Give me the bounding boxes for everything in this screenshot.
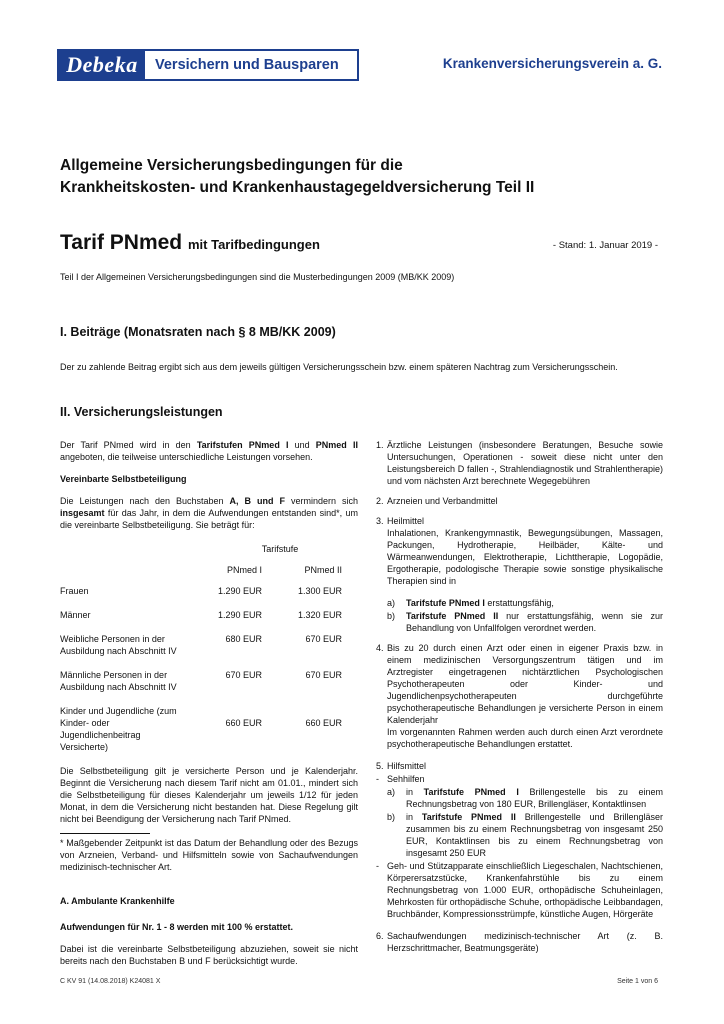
heading-ambulante-krankenhilfe: A. Ambulante Krankenhilfe — [60, 896, 175, 906]
sub-list-mark: b) — [387, 611, 396, 621]
text-bold: Tarifstufe PNmed I — [406, 598, 485, 608]
table-row — [60, 669, 358, 693]
sub-list-item — [387, 786, 663, 810]
row-label: Frauen — [60, 586, 89, 596]
row-value: 1.300 EUR — [297, 586, 342, 596]
text: in — [406, 787, 424, 797]
dash-mark: - — [376, 861, 379, 871]
list-item — [376, 930, 663, 954]
dash-text: Geh- und Stützapparate einschließlich Liegeschalen, Nachtschienen, Körperersatzstücke, Krankenfahrstühle bis zu einem Rechnungsbetrag von 1.000 EUR, orthopädische Schuheinlagen, Mehrkosten für orthopädische Schuhe, orthopädische Leibbandagen, Bruchbänder, Kompressionsstrümpfe, künstliche Augen, Hörgeräte — [387, 861, 663, 919]
text: in — [406, 812, 422, 822]
list-text: Arzneien und Verbandmittel — [387, 496, 498, 506]
text-bold: Tarifstufen PNmed I — [196, 440, 289, 450]
left-column — [60, 439, 358, 967]
table-group-header: Tarifstufe — [261, 544, 299, 554]
sub-list-item — [387, 610, 663, 634]
row-value: 680 EUR — [225, 634, 262, 644]
list-number: 1. — [376, 440, 384, 450]
sub-list-mark: a) — [387, 787, 396, 797]
document-title-line-1: Allgemeine Versicherungsbedingungen für die — [60, 157, 403, 174]
list-number: 3. — [376, 516, 384, 526]
row-value: 670 EUR — [225, 670, 262, 680]
footer-doc-code: C KV 91 (14.08.2018) K24081 X — [60, 978, 161, 985]
list-text: Sachaufwendungen medizinisch-technischer Art (z. B. Herzschrittmacher, Beatmungsgeräte) — [387, 931, 663, 953]
row-value: 660 EUR — [225, 718, 262, 728]
document-title-line-2: Krankheitskosten- und Krankenhaustagegeldversicherung Teil II — [60, 179, 535, 196]
footnote: * Maßgebender Zeitpunkt ist das Datum der Behandlung oder des Bezugs von Arzneien, Verband- und Hilfsmitteln sowie von Sachaufwendungen medizinisch-technischer Art. — [60, 838, 358, 872]
selbstbeteiligung-heading: Vereinbarte Selbstbeteiligung — [60, 474, 187, 484]
stand-date: - Stand: 1. Januar 2019 - — [552, 240, 658, 251]
beitraege-text: Der zu zahlende Beitrag ergibt sich aus dem jeweils gültigen Versicherungsschein bzw. einem späteren Nachtrag zum Versicherungsschein. — [60, 362, 618, 372]
text: Die Leistungen nach den Buchstaben — [60, 496, 230, 506]
row-value: 1.290 EUR — [217, 586, 262, 596]
sub-list-mark: a) — [387, 598, 396, 608]
list-title: Heilmittel — [387, 516, 425, 526]
tarif-name: Tarif PNmed — [60, 231, 183, 254]
row-label: Männer — [60, 610, 91, 620]
list-item — [376, 760, 663, 772]
row-value: 1.320 EUR — [297, 610, 342, 620]
row-label: Männliche Personen in der Ausbildung nach Abschnitt IV — [60, 670, 177, 692]
list-item — [376, 439, 663, 487]
right-column — [376, 439, 663, 954]
logo — [57, 49, 359, 81]
sub-list-text — [406, 610, 663, 634]
text: Brillengestelle bis zu einem Rechnungsbetrag von 180 EUR, Brillengläser, Kontaktlinsen — [406, 787, 663, 809]
footnote-divider — [60, 833, 150, 834]
list-text: Im vorgenannten Rahmen werden auch durch einen Arzt verordnete psychotherapeutische Behandlungen erstattet. — [387, 727, 663, 749]
text: für das Jahr, in dem die Aufwendungen entstanden sind*, um die vereinbarte Selbstbeteiligung. Sie beträgt für: — [60, 508, 358, 530]
table-row — [60, 585, 358, 597]
paragraph-selbstbeteiligung-abzug: Dabei ist die vereinbarte Selbstbeteiligung abzuziehen, soweit sie nicht bereits nach den Buchstaben B und F berücksichtigt wurde. — [60, 944, 358, 966]
text: Der Tarif PNmed wird in den — [60, 440, 197, 450]
row-value: 660 EUR — [305, 718, 342, 728]
logo-tagline: Versichern und Bausparen — [155, 57, 339, 73]
sub-list-item — [387, 597, 663, 609]
text-bold: PNmed II — [315, 440, 358, 450]
text-bold: A, B und F — [229, 496, 285, 506]
text: nur erstattungsfähig, wenn sie zur Behandlung von Unfallfolgen verordnet werden. — [406, 611, 663, 633]
text: angeboten, die teilweise unterschiedliche Leistungen vorsehen. — [60, 452, 313, 462]
list-text: Bis zu 20 durch einen Arzt oder einen in eigener Praxis bzw. in einem medizinischen Versorgungszentrum tätigen und im Arztregister eingetragenen nichtärztlichen Psychologischen Psychotherapeuten oder Kinder- und Jugendlichenpsychotherapeuten durchgeführte psychotherapeutische Behandlungen je versicherte Person in einem Kalenderjahr — [387, 643, 663, 725]
dash-item — [376, 773, 663, 859]
list-title: Hilfsmittel — [387, 761, 427, 771]
table-row — [60, 705, 358, 753]
table-col-header: PNmed II — [304, 565, 342, 575]
table-row — [60, 609, 358, 621]
dash-item — [376, 860, 663, 920]
dash-mark: - — [376, 774, 379, 784]
text-bold: Tarifstufe PNmed II — [421, 812, 516, 822]
paragraph-kalenderjahr: Die Selbstbeteiligung gilt je versicherte Person und je Kalenderjahr. Beginnt die Versicherung nach diesem Tarif nicht am 01.01., mindert sich die Selbstbeteiligung für dieses Kalenderjahr um jeweils 1/12 für jeden Monat, in dem die Versicherung nicht bestanden hat. Diese Regelung gilt nicht bei Beendigung der Versicherung nach Tarif PNmed. — [60, 766, 358, 824]
sub-list-text — [406, 786, 663, 810]
list-number: 5. — [376, 761, 384, 771]
section-heading-leistungen: II. Versicherungsleistungen — [60, 405, 223, 419]
paragraph-tarifstufen — [60, 439, 358, 463]
list-item — [376, 515, 663, 634]
tarif-subtitle: mit Tarifbedingungen — [187, 237, 320, 252]
text-bold: insgesamt — [60, 508, 105, 518]
dash-title: Sehhilfen — [387, 774, 425, 784]
footer-page-number: Seite 1 von 6 — [617, 978, 658, 985]
logo-brand: Debeka — [59, 51, 145, 79]
tarif-title — [60, 231, 320, 255]
text-bold: Tarifstufe PNmed I — [423, 787, 519, 797]
row-value: 1.290 EUR — [217, 610, 262, 620]
row-label: Kinder und Jugendliche (zum Kinder- oder Jugendlichenbeitrag Versicherte) — [60, 706, 177, 752]
sub-list-item — [387, 811, 663, 859]
list-text: Inhalationen, Krankengymnastik, Bewegungsübungen, Massagen, Packungen, Hydrotherapie, Heilbäder, Kälte- und Wärmeanwendungen, Elektrotherapie, Lichttherapie, Logopädie, Ergotherapie, podologische Therapie sowie sonstige physikalische Therapien sind in — [387, 528, 663, 586]
row-value: 670 EUR — [305, 670, 342, 680]
text: erstattungsfähig, — [484, 598, 554, 608]
text: Brillengestelle und Brillengläser zusammen bis zu einem Rechnungsbetrag von insgesamt 250 EUR, Kontaktlinsen bis zu einem Rechnungsbetrag von insgesamt 250 EUR — [406, 812, 663, 858]
text: und — [288, 440, 316, 450]
erstattung-bold: Aufwendungen für Nr. 1 - 8 werden mit 100 % erstattet. — [60, 922, 294, 932]
list-item — [376, 495, 663, 507]
list-number: 4. — [376, 643, 384, 653]
paragraph-selbstbeteiligung — [60, 495, 358, 531]
list-text: Ärztliche Leistungen (insbesondere Beratungen, Besuche sowie Untersuchungen, Operationen - soweit diese nicht unter den Leistungsbereich D fallen -, Strahlendiagnostik und Strahlentherapie) und vom nächsten Arzt berechnete Wegegebühren — [387, 440, 663, 486]
list-number: 2. — [376, 496, 384, 506]
list-number: 6. — [376, 931, 384, 941]
selbstbeteiligung-table — [60, 543, 358, 753]
sub-list-text — [406, 597, 663, 609]
section-heading-beitraege: I. Beiträge (Monatsraten nach § 8 MB/KK 2009) — [60, 325, 336, 339]
row-value: 670 EUR — [305, 634, 342, 644]
list-item — [376, 642, 663, 750]
table-row — [60, 633, 358, 657]
table-col-header: PNmed I — [226, 565, 262, 575]
text-bold: Tarifstufe PNmed II — [406, 611, 499, 621]
row-label: Weibliche Personen in der Ausbildung nach Abschnitt IV — [60, 634, 177, 656]
text: vermindern sich — [285, 496, 358, 506]
document-title — [60, 155, 660, 199]
sub-list-text — [406, 811, 663, 859]
company-name: Krankenversicherungsverein a. G. — [442, 56, 662, 71]
sub-list-mark: b) — [387, 812, 396, 822]
intro-note: Teil I der Allgemeinen Versicherungsbedingungen sind die Musterbedingungen 2009 (MB/KK 2009) — [60, 272, 455, 282]
